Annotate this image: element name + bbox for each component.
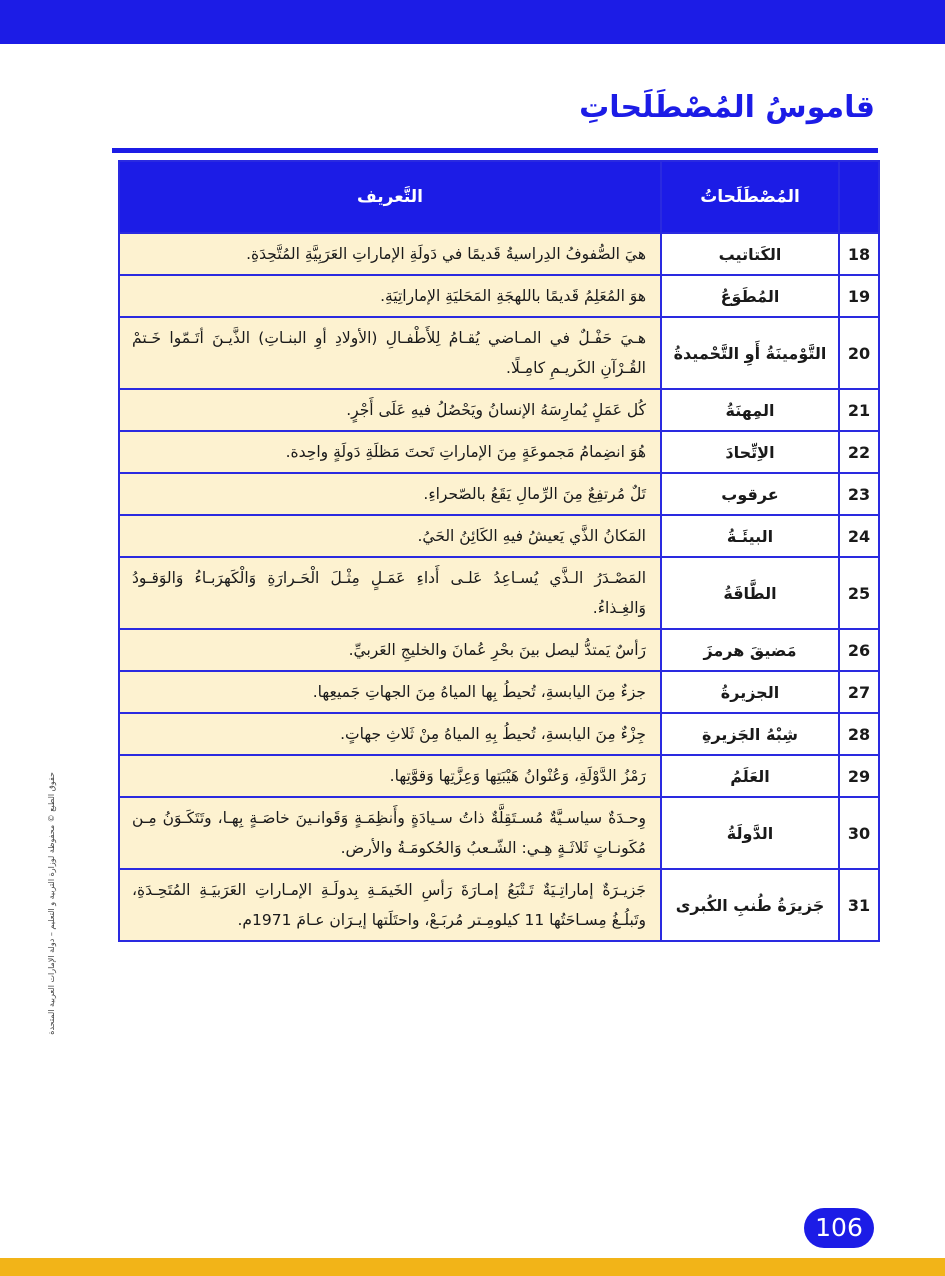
row-number: 26 — [839, 629, 879, 671]
row-number: 21 — [839, 389, 879, 431]
row-number: 30 — [839, 797, 879, 869]
table-row — [119, 317, 879, 389]
definition-cell: رَمْزُ الدَّوْلَةِ، وَعُنْوانُ هَيْبَتِها وَعِزَّتِها وَقوَّتِها. — [119, 755, 661, 797]
definition-cell: هوَ المُعَلِمُ قَديمًا باللهجَةِ المَحَليَةِ الإماراتِيَةِ. — [119, 275, 661, 317]
definition-cell: هُوَ انضِمامُ مَجموعَةٍ مِنَ الإماراتِ تَحتَ مَظلَةِ دَولَةٍ واحِدة. — [119, 431, 661, 473]
definition-cell: المَصْـدَرُ الـذَّي يُسـاعِدُ عَلـى أَداءِ عَمَـلٍ مِثْـلَ الْحَـرارَةِ وَالْكَهرَبـاءُ وَالوَقـودُ وَالغِـذاءُ. — [119, 557, 661, 629]
term-cell: المِهنَةُ — [661, 389, 839, 431]
row-number: 28 — [839, 713, 879, 755]
table-row — [119, 431, 879, 473]
definition-cell: كُل عَمَلٍ يُمارِسَهُ الإنسانُ ويَحْصُلُ فيهِ عَلَى أَجْرٍ. — [119, 389, 661, 431]
header-number — [839, 161, 879, 233]
row-number: 31 — [839, 869, 879, 941]
row-number: 23 — [839, 473, 879, 515]
row-number: 29 — [839, 755, 879, 797]
term-cell: الجزيرةُ — [661, 671, 839, 713]
term-cell: الاِتِّحادَ — [661, 431, 839, 473]
definition-cell: المَكانُ الذَّي يَعيشُ فيهِ الكَائِنُ الحَيُ. — [119, 515, 661, 557]
definition-cell: جزءٌ مِنَ اليابسةِ، تُحيطُ بِها المياهُ مِنَ الجهاتِ جَميعِها. — [119, 671, 661, 713]
term-cell: الطَّاقَةُ — [661, 557, 839, 629]
table-row — [119, 713, 879, 755]
table-row — [119, 869, 879, 941]
copyright-note: حقوق الطبع © محفوظة لوزارة التربية و التعليم – دولة الإمارات العربية المتحدة — [47, 772, 56, 1035]
table-row — [119, 275, 879, 317]
table-row — [119, 473, 879, 515]
page-title: قاموسُ المُصْطَلَحاتِ — [579, 90, 875, 125]
term-cell: جَزيرَةُ طُنبِ الكُبرى — [661, 869, 839, 941]
row-number: 27 — [839, 671, 879, 713]
glossary-table — [118, 160, 880, 942]
table-header-row — [119, 161, 879, 233]
row-number: 18 — [839, 233, 879, 275]
term-cell: البيئَـةُ — [661, 515, 839, 557]
definition-cell: وِحـدَةٌ سياسـيَّةٌ مُسـتَقِلَّةٌ ذاتُ سـيادَةٍ وأَنظِمَـةٍ وَقَوانـينَ خاصَـةٍ بِهـا، وتَتَكَـوَنُ مِـن مُكَونـاتٍ ثَلاثَـةٍ هِـي: الشّـعبُ وَالحُكومَـةُ والأرض. — [119, 797, 661, 869]
page-number: 106 — [804, 1208, 874, 1248]
row-number: 20 — [839, 317, 879, 389]
title-underline — [112, 148, 878, 153]
term-cell: مَضيقَ هرمزَ — [661, 629, 839, 671]
table-row — [119, 797, 879, 869]
table-row — [119, 755, 879, 797]
table-row — [119, 233, 879, 275]
header-definition: التَّعريف — [119, 161, 661, 233]
term-cell: المُطَوَعُ — [661, 275, 839, 317]
term-cell: الدَّولَةُ — [661, 797, 839, 869]
term-cell: عرقوب — [661, 473, 839, 515]
definition-cell: جَزيـرَةٌ إماراتِـيَةٌ تَـتْبَعُ إمـارَةَ رَأسِ الخَيمَـةِ بِدولَـةِ الإمـاراتِ العَرَبيَـةِ المُتَحِـدَةِ، وتَبلُـغُ مِسـاحَتُها 11 كيلومِـتر مُربَـعْ، واحتَلَتها إيـرَان عـامَ 1971م. — [119, 869, 661, 941]
term-cell: العَلَمُ — [661, 755, 839, 797]
definition-cell: تَلٌ مُرتفِعٌ مِنَ الرِّمالِ يَقَعُ بالصّحراءِ. — [119, 473, 661, 515]
definition-cell: رَأسٌ يَمتدُّ ليصل بينَ بحْرِ عُمانَ والخليجِ العَربيِّ. — [119, 629, 661, 671]
term-cell: الكَتاتيب — [661, 233, 839, 275]
table-row — [119, 629, 879, 671]
table-row — [119, 389, 879, 431]
row-number: 24 — [839, 515, 879, 557]
header-term: المُصْطَلَحاتُ — [661, 161, 839, 233]
definition-cell: هيَ الصُّفوفُ الدِراسيةُ قَديمًا في دَولَةِ الإماراتِ العَرَبِيَّةِ المُتَّحِدَةِ. — [119, 233, 661, 275]
table-row — [119, 557, 879, 629]
term-cell: شِبْهُ الجَزيرةِ — [661, 713, 839, 755]
definition-cell: هـيَ حَفْـلٌ في المـاضي يُقـامُ لِلأَطْفـالِ (الأولادِ أوِ البنـاتِ) الذَّيـنَ أتَـمّوا خَـتمْ القُـرْآنِ الكَريـمِ كامِـلًا. — [119, 317, 661, 389]
table-row — [119, 671, 879, 713]
bottom-color-bar — [0, 1258, 945, 1276]
row-number: 22 — [839, 431, 879, 473]
term-cell: التَّوْمينَةُ أَوِ التَّحْميدةُ — [661, 317, 839, 389]
row-number: 19 — [839, 275, 879, 317]
top-color-bar — [0, 0, 945, 44]
definition-cell: جِزْءٌ مِنَ اليابسةِ، تُحيطُ بِهِ المياهُ مِنْ ثَلاثِ جهاتٍ. — [119, 713, 661, 755]
table-row — [119, 515, 879, 557]
row-number: 25 — [839, 557, 879, 629]
